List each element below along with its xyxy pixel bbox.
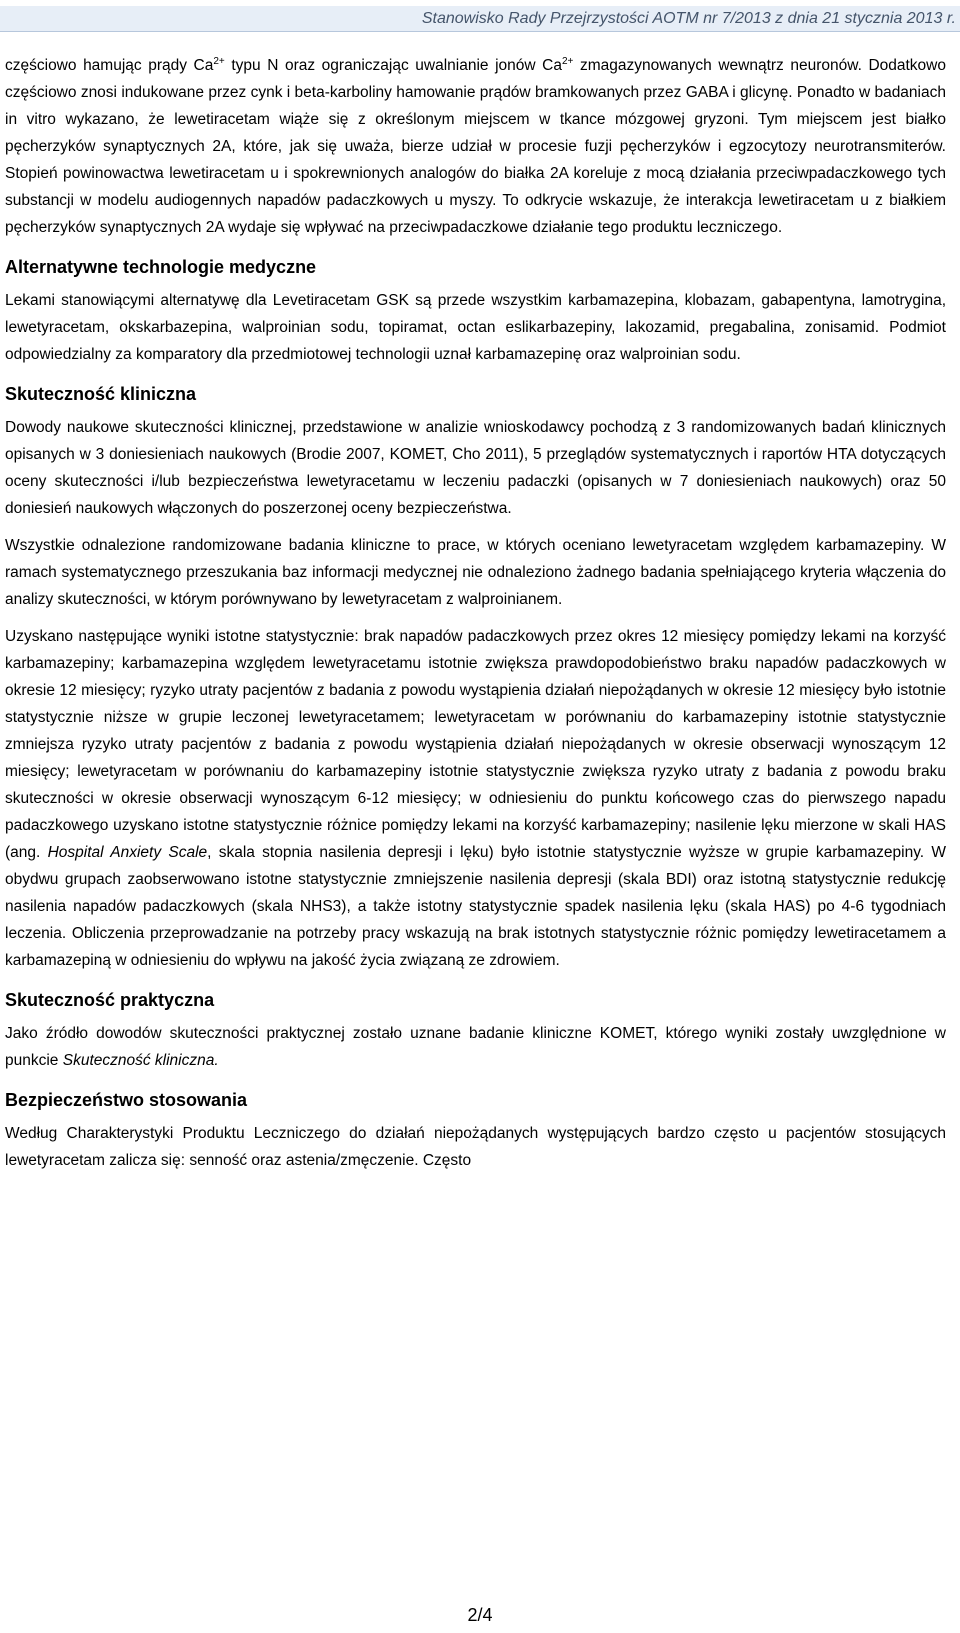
practical-reference-term: Skuteczność kliniczna. bbox=[62, 1052, 219, 1069]
page-number: 2/4 bbox=[467, 1605, 493, 1625]
practical-paragraph bbox=[5, 1020, 946, 1074]
hospital-anxiety-scale-term: Hospital Anxiety Scale bbox=[47, 844, 208, 861]
intro-text-2: typu N oraz ograniczając uwalnianie jonów Ca bbox=[224, 57, 562, 74]
document-body bbox=[5, 52, 946, 1174]
clinical-results-text-2: , skala stopnia nasilenia depresji i lęku) było istotnie statystycznie wyższe w grupie karbamazepiny. W obydwu grupach zaobserwowano istotne statystycznie zmniejszenie nasilenia depresji (skala BDI) oraz istotną statystycznie redukcję nasilenia napadów padaczkowych (skala NHS3), a także istotny statystycznie spadek nasilenia lęku (skala HAS) po 4-6 tygodniach leczenia. Obliczenia przeprowadzanie na potrzeby pracy wskazują na brak istotnych statystycznie różnic pomiędzy lewetiracetamem a karbamazepiną w odniesieniu do wpływu na jakość życia związaną ze zdrowiem. bbox=[5, 844, 946, 969]
alt-tech-paragraph: Lekami stanowiącymi alternatywę dla Levetiracetam GSK są przede wszystkim karbamazepina, klobazam, gabapentyna, lamotrygina, lewetyracetam, okskarbazepina, walproinian sodu, topiramat, octan eslikarbazepiny, lakozamid, pregabalina, zonisamid. Podmiot odpowiedzialny za komparatory dla przedmiotowej technologii uznał karbamazepinę oraz walproinian sodu. bbox=[5, 292, 946, 363]
section-title-safety: Bezpieczeństwo stosowania bbox=[5, 1090, 248, 1110]
ca-superscript-2: 2+ bbox=[561, 55, 574, 67]
section-title-alternative-technologies: Alternatywne technologie medyczne bbox=[5, 257, 317, 277]
section-title-clinical-efficacy: Skuteczność kliniczna bbox=[5, 384, 197, 404]
clinical-results-text-1: Uzyskano następujące wyniki istotne statystycznie: brak napadów padaczkowych przez okres 12 miesięcy pomiędzy lekami na korzyść karbamazepiny; karbamazepina względem lewetyracetamu istotnie zwiększa prawdopodobieństwo braku napadów padaczkowych w okresie 12 miesięcy; ryzyko utraty pacjentów z badania z powodu wystąpienia działań niepożądanych w okresie 12 miesięcy było istotnie statystycznie niższe w grupie leczonej lewetyracetamem; lewetyracetam w porównaniu do karbamazepiny istotnie statystycznie zmniejsza ryzyko utraty pacjentów z badania z powodu wystąpienia działań niepożądanych w okresie obserwacji wynoszącym 12 miesięcy; lewetyracetam w porównaniu do karbamazepiny istotnie statystycznie zwiększa ryzyko utraty z badania z powodu braku skuteczności w okresie obserwacji wynoszącym 6-12 miesięcy; w odniesieniu do punktu końcowego czas do pierwszego napadu padaczkowego uzyskano istotne statystycznie różnice pomiędzy lekami na korzyść karbamazepiny; nasilenie lęku mierzone w skali HAS (ang. bbox=[5, 628, 946, 861]
clinical-paragraph-1: Dowody naukowe skuteczności klinicznej, przedstawione w analizie wnioskodawcy pochodzą z 3 randomizowanych badań klinicznych opisanych w 3 doniesieniach naukowych (Brodie 2007, KOMET, Cho 2011), 5 przeglądów systematycznych i raportów HTA dotyczących oceny skuteczności i/lub bezpieczeństwa lewetyracetamu w leczeniu padaczki (opisanych w 7 doniesieniach naukowych) oraz 50 doniesień naukowych włączonych do poszerzonej oceny bezpieczeństwa. bbox=[5, 419, 946, 517]
intro-text-3: zmagazynowanych wewnątrz neuronów. Dodatkowo częściowo znosi indukowane przez cynk i beta-karboliny hamowanie prądów bramkowanych przez GABA i glicynę. Ponadto w badaniach in vitro wykazano, że lewetiracetam wiąże się z określonym miejscem w tkance mózgowej gryzoni. Tym miejscem jest białko pęcherzyków synaptycznych 2A, które, jak się uważa, bierze udział w procesie fuzji pęcherzyków i egzocytozy neurotransmiterów. Stopień powinowactwa lewetiracetam u i spokrewnionych analogów do białka 2A koreluje z mocą działania przeciwpadaczkowego tych substancji w modelu audiogennych napadów padaczkowych u myszy. To odkrycie wskazuje, że interakcja lewetiracetam u z białkiem pęcherzyków synaptycznych 2A wydaje się wpływać na przeciwpadaczkowe działanie tego produktu leczniczego. bbox=[5, 57, 946, 236]
intro-text-1: częściowo hamując prądy Ca bbox=[5, 57, 214, 74]
running-header bbox=[0, 6, 960, 32]
ca-superscript-1: 2+ bbox=[213, 55, 225, 67]
clinical-paragraph-3 bbox=[5, 623, 946, 974]
clinical-paragraph-2: Wszystkie odnalezione randomizowane badania kliniczne to prace, w których oceniano lewetyracetam względem karbamazepiny. W ramach systematycznego przeszukania baz informacji medycznej nie odnaleziono żadnego badania spełniającego kryteria włączenia do analizy skuteczności, w którym porównywano by lewetyracetam z walproinianem. bbox=[5, 537, 946, 608]
safety-paragraph: Według Charakterystyki Produktu Leczniczego do działań niepożądanych występujących bardzo często u pacjentów stosujących lewetyracetam zalicza się: senność oraz astenia/zmęczenie. Często bbox=[5, 1125, 946, 1169]
practical-text-1: Jako źródło dowodów skuteczności praktycznej zostało uznane badanie kliniczne KOMET, którego wyniki zostały uwzględnione w punkcie bbox=[5, 1025, 946, 1069]
intro-paragraph bbox=[5, 52, 946, 241]
section-title-practical-efficacy: Skuteczność praktyczna bbox=[5, 990, 215, 1010]
running-header-title: Stanowisko Rady Przejrzystości AOTM nr 7/2013 z dnia 21 stycznia 2013 r. bbox=[421, 10, 956, 27]
